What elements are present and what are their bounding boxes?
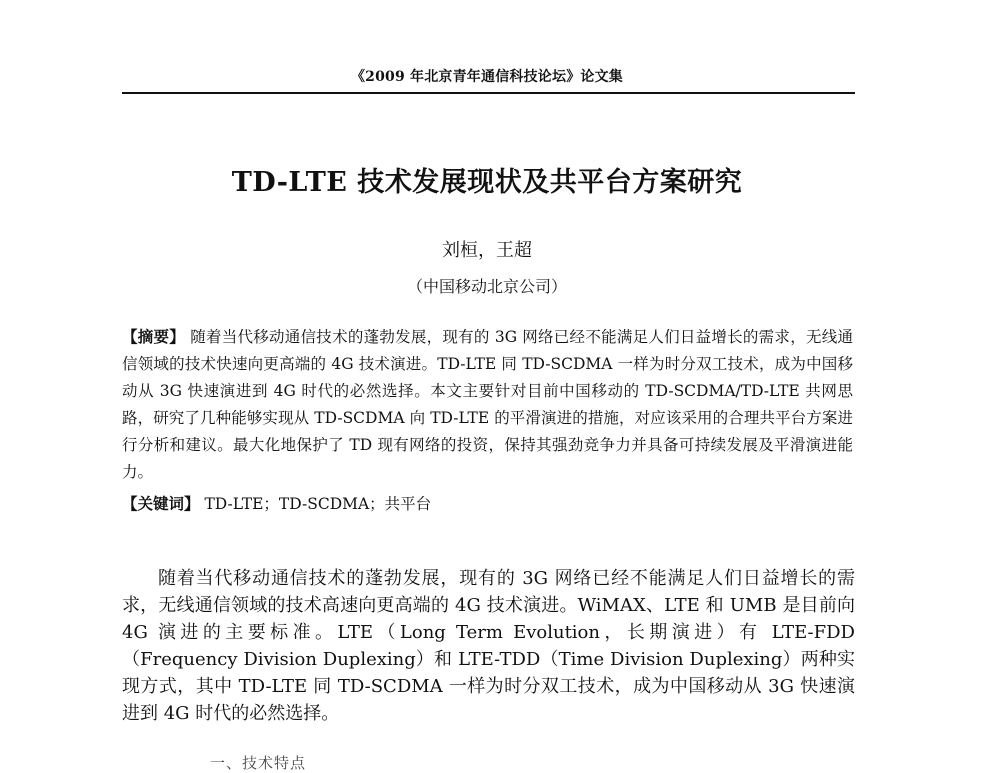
keywords-label: 【关键词】 [122,494,200,513]
paper-authors: 刘桓，王超 [442,240,532,261]
abstract-label: 【摘要】 [122,327,186,346]
cutoff-section-heading: 一、技术特点 [210,754,307,772]
keywords-section [122,490,853,518]
paper-affiliation: （中国移动北京公司） [406,277,567,296]
keywords-text: TD-LTE；TD-SCDMA；共平台 [204,495,432,513]
paper-title: TD-LTE 技术发展现状及共平台方案研究 [231,167,743,198]
running-header: 《2009 年北京青年通信科技论坛》论文集 [350,69,624,85]
header-rule [122,92,855,94]
body-paragraph: 随着当代移动通信技术的蓬勃发展，现有的 3G 网络已经不能满足人们日益增长的需求，无线通信领域的技术高速向更高端的 4G 技术演进。WiMAX、LTE 和 UMB 是目前向 4G 演进的主要标准。LTE（Long Term Evolution，长期演进）有 LTE-FDD（Frequency Division Duplexing）和 LTE-TDD（Time Division Duplexing）两种实现方式，其中 TD-LTE 同 TD-SCDMA 一样为时分双工技术，成为中国移动从 3G 快速演进到 4G 时代的必然选择。 [122,568,855,724]
abstract-text: 随着当代移动通信技术的蓬勃发展，现有的 3G 网络已经不能满足人们日益增长的需求，无线通信领域的技术快速向更高端的 4G 技术演进。TD-LTE 同 TD-SCDMA 一样为时分双工技术，成为中国移动从 3G 快速演进到 4G 时代的必然选择。本文主要针对目前中国移动的 TD-SCDMA/TD-LTE 共网思路，研究了几种能够实现从 TD-SCDMA 向 TD-LTE 的平滑演进的措施，对应该采用的合理共平台方案进行分析和建议。最大化地保护了 TD 现有网络的投资，保持其强劲竞争力并具备可持续发展及平滑演进能力。 [122,328,853,481]
abstract-section [122,323,853,486]
